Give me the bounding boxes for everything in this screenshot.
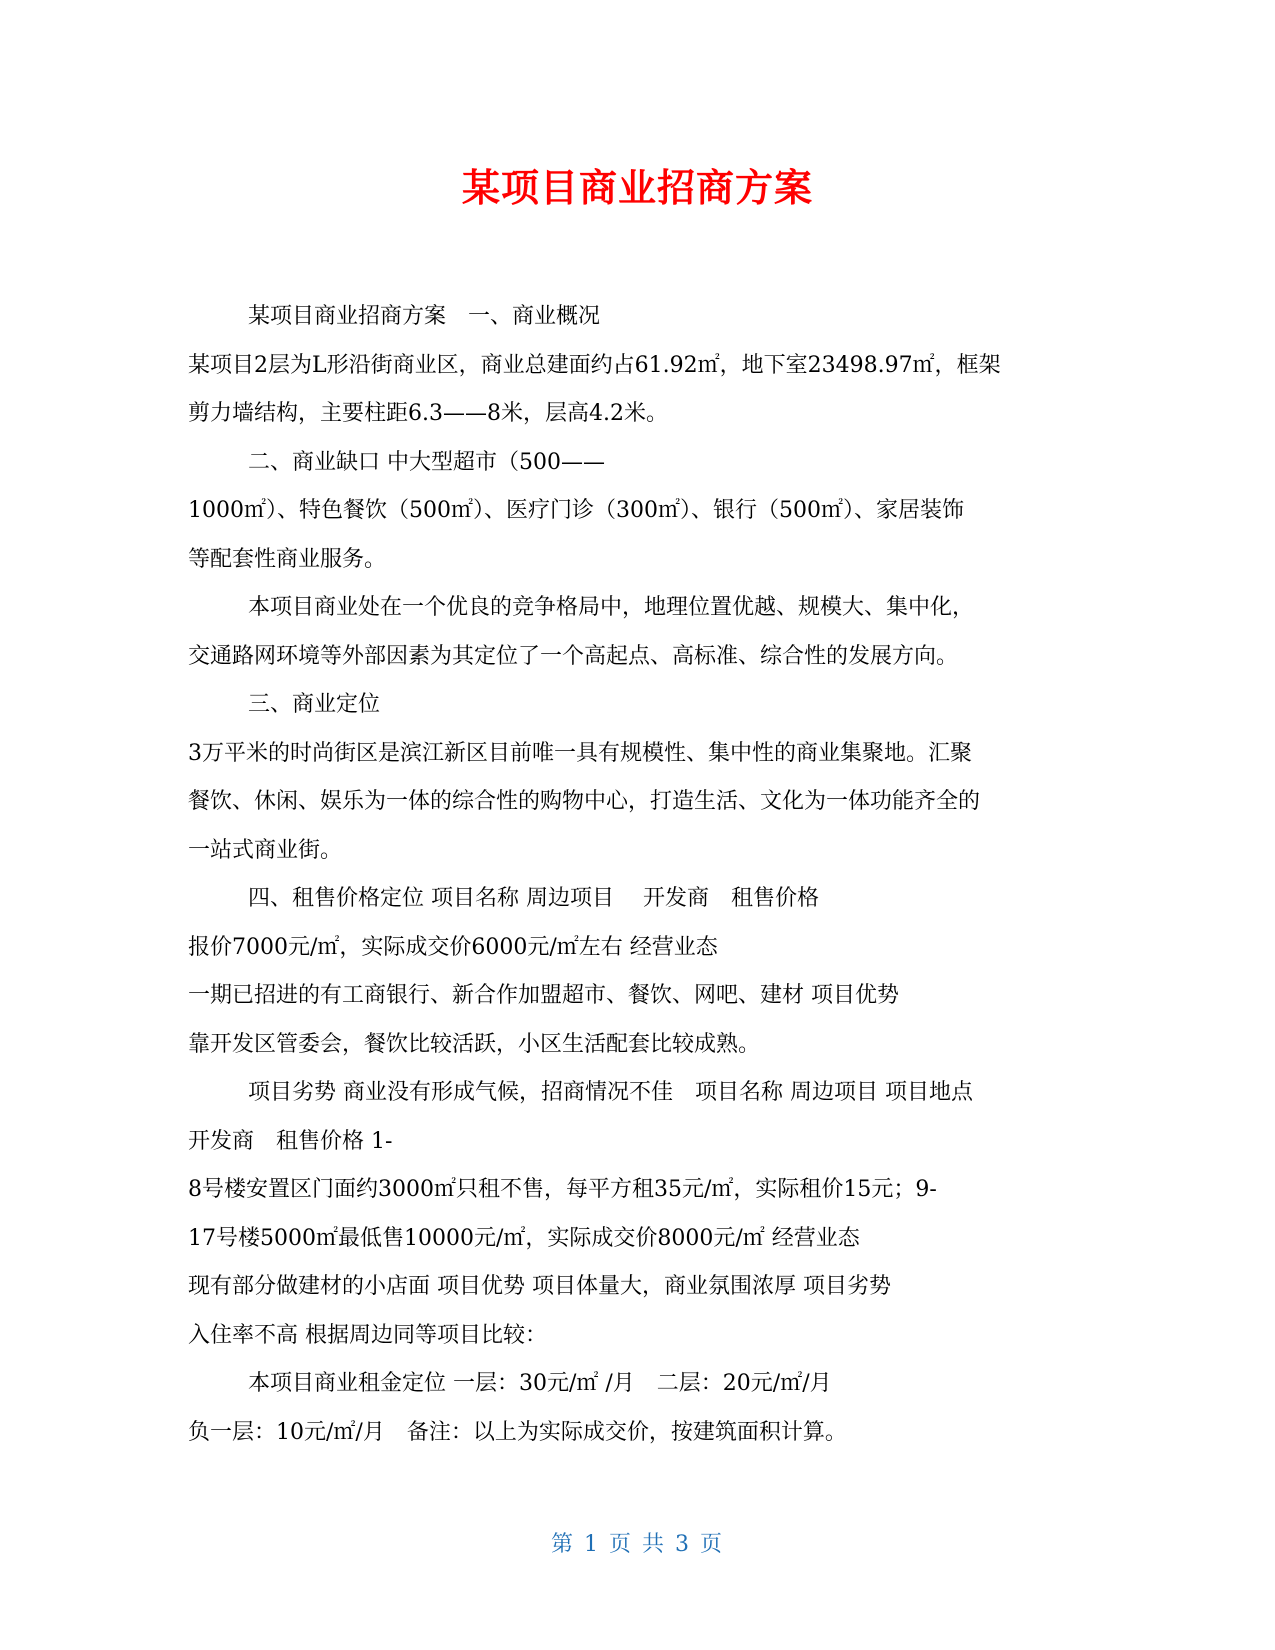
body-line: 报价7000元/㎡，实际成交价6000元/㎡左右 经营业态	[188, 934, 718, 960]
body-line: 三、商业定位	[248, 692, 381, 717]
body-line: 某项目商业招商方案 一、商业概况	[248, 304, 601, 329]
body-line: 交通路网环境等外部因素为其定位了一个高起点、高标准、综合性的发展方向。	[188, 643, 959, 669]
page-title: 某项目商业招商方案	[461, 166, 813, 210]
body-line: 本项目商业租金定位 一层：30元/㎡ /月 二层：20元/㎡/月	[248, 1371, 832, 1396]
body-line: 一站式商业街。	[188, 837, 343, 863]
body-line: 开发商 租售价格 1-	[188, 1128, 393, 1154]
body-line: 入住率不高 根据周边同等项目比较：	[188, 1322, 547, 1348]
body-line: 17号楼5000㎡最低售10000元/㎡，实际成交价8000元/㎡ 经营业态	[188, 1225, 860, 1251]
page-footer: 第 1 页 共 3 页	[551, 1532, 724, 1557]
body-line: 一期已招进的有工商银行、新合作加盟超市、餐饮、网吧、建材 项目优势	[188, 983, 899, 1008]
body-line: 负一层：10元/㎡/月 备注：以上为实际成交价，按建筑面积计算。	[188, 1419, 847, 1445]
body-line: 靠开发区管委会，餐饮比较活跃，小区生活配套比较成熟。	[188, 1031, 761, 1057]
body-line: 等配套性商业服务。	[188, 546, 387, 572]
body-line: 项目劣势 商业没有形成气候，招商情况不佳 项目名称 周边项目 项目地点	[248, 1080, 973, 1105]
body-line: 四、租售价格定位 项目名称 周边项目 开发商 租售价格	[248, 886, 819, 911]
body-line: 3万平米的时尚街区是滨江新区目前唯一具有规模性、集中性的商业集聚地。汇聚	[188, 740, 972, 766]
body-line: 剪力墙结构，主要柱距6.3——8米，层高4.2米。	[188, 401, 668, 426]
body-line: 本项目商业处在一个优良的竞争格局中，地理位置优越、规模大、集中化，	[248, 595, 975, 620]
body-line: 餐饮、休闲、娱乐为一体的综合性的购物中心，打造生活、文化为一体功能齐全的	[188, 789, 981, 814]
body-line: 8号楼安置区门面约3000㎡只租不售，每平方租35元/㎡，实际租价15元；9-	[188, 1177, 937, 1202]
body-line: 现有部分做建材的小店面 项目优势 项目体量大，商业氛围浓厚 项目劣势	[188, 1274, 891, 1299]
body-line: 二、商业缺口 中大型超市（500——	[248, 449, 605, 475]
document-body	[188, 293, 1088, 1457]
body-line: 1000㎡）、特色餐饮（500㎡）、医疗门诊（300㎡）、银行（500㎡）、家居装饰	[188, 498, 964, 523]
body-line: 某项目2层为L形沿街商业区，商业总建面约占61.92㎡，地下室23498.97㎡，框架	[188, 352, 1001, 378]
